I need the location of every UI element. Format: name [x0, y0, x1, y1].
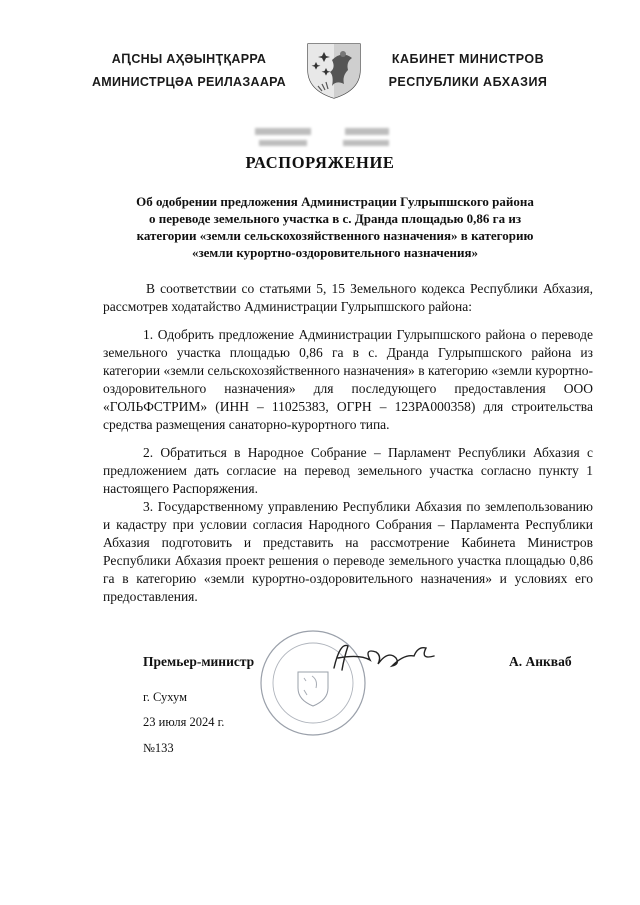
document-title: РАСПОРЯЖЕНИЕ — [245, 153, 395, 172]
document-date: 23 июля 2024 г. — [143, 715, 225, 729]
subject-line: «земли курортно-оздоровительного назначения» — [191, 245, 479, 260]
subject-line: о переводе земельного участка в с. Дранда площадью 0,86 га из — [148, 211, 522, 226]
handwritten-signature — [330, 638, 440, 678]
subject-line: Об одобрении предложения Администрации Гулрыпшского района — [136, 194, 534, 209]
signatory-name: А. Анкваб — [509, 654, 572, 669]
redacted-mark — [345, 128, 389, 135]
header-right-line2: РЕСПУБЛИКИ АБХАЗИЯ — [388, 75, 548, 89]
document-number: №133 — [143, 741, 174, 755]
coat-of-arms-icon — [302, 40, 366, 100]
header-left — [84, 48, 294, 94]
item-paragraph-1: 1. Одобрить предложение Администрации Гулрыпшского района о переводе земельного участка площадью 0,86 га в с. Дранда Гулрыпшского района из категории «земли сельскохозяйственного назначения» в категорию «земли курортно-оздоровительного назначения» для последующего предоставления ООО «ГОЛЬФСТРИМ» (ИНН – 11025383, ОГРН – 123РА000358) для строительства средства размещения санаторно-курортного типа. — [103, 327, 593, 432]
document-place: г. Сухум — [143, 690, 188, 704]
item-paragraph-2: 2. Обратиться в Народное Собрание – Парламент Республики Абхазия с предложением дать согласие на перевод земельного участка согласно пункту 1 настоящего Распоряжения. — [103, 445, 593, 496]
header-right — [378, 48, 558, 94]
signatory-position: Премьер-министр — [143, 654, 255, 669]
header-left-line2: АМИНИСТРЦӘА РЕИЛАЗААРА — [91, 75, 287, 89]
redacted-mark — [343, 140, 389, 146]
intro-paragraph: В соответствии со статьями 5, 15 Земельного кодекса Республики Абхазия, рассмотрев ходатайство Администрации Гулрыпшского района: — [103, 281, 593, 314]
redacted-mark — [255, 128, 311, 135]
header-left-line1: АԤСНЫ АҲӘЫНҬҚАРРА — [111, 52, 267, 66]
item-paragraph-3: 3. Государственному управлению Республики Абхазия по землепользованию и кадастру при условии согласия Народного Собрания – Парламента Республики Абхазия подготовить и представить на рассмотрение Кабинета Министров Республики Абхазия проект решения о переводе земельного участка площадью 0,86 га в категорию «земли курортно-оздоровительного назначения» и условиях его предоставления. — [103, 499, 593, 604]
subject-line: категории «земли сельскохозяйственного назначения» в категорию — [136, 228, 534, 243]
redacted-mark — [259, 140, 307, 146]
document-subject — [100, 193, 570, 261]
header-right-line1: КАБИНЕТ МИНИСТРОВ — [391, 52, 545, 66]
